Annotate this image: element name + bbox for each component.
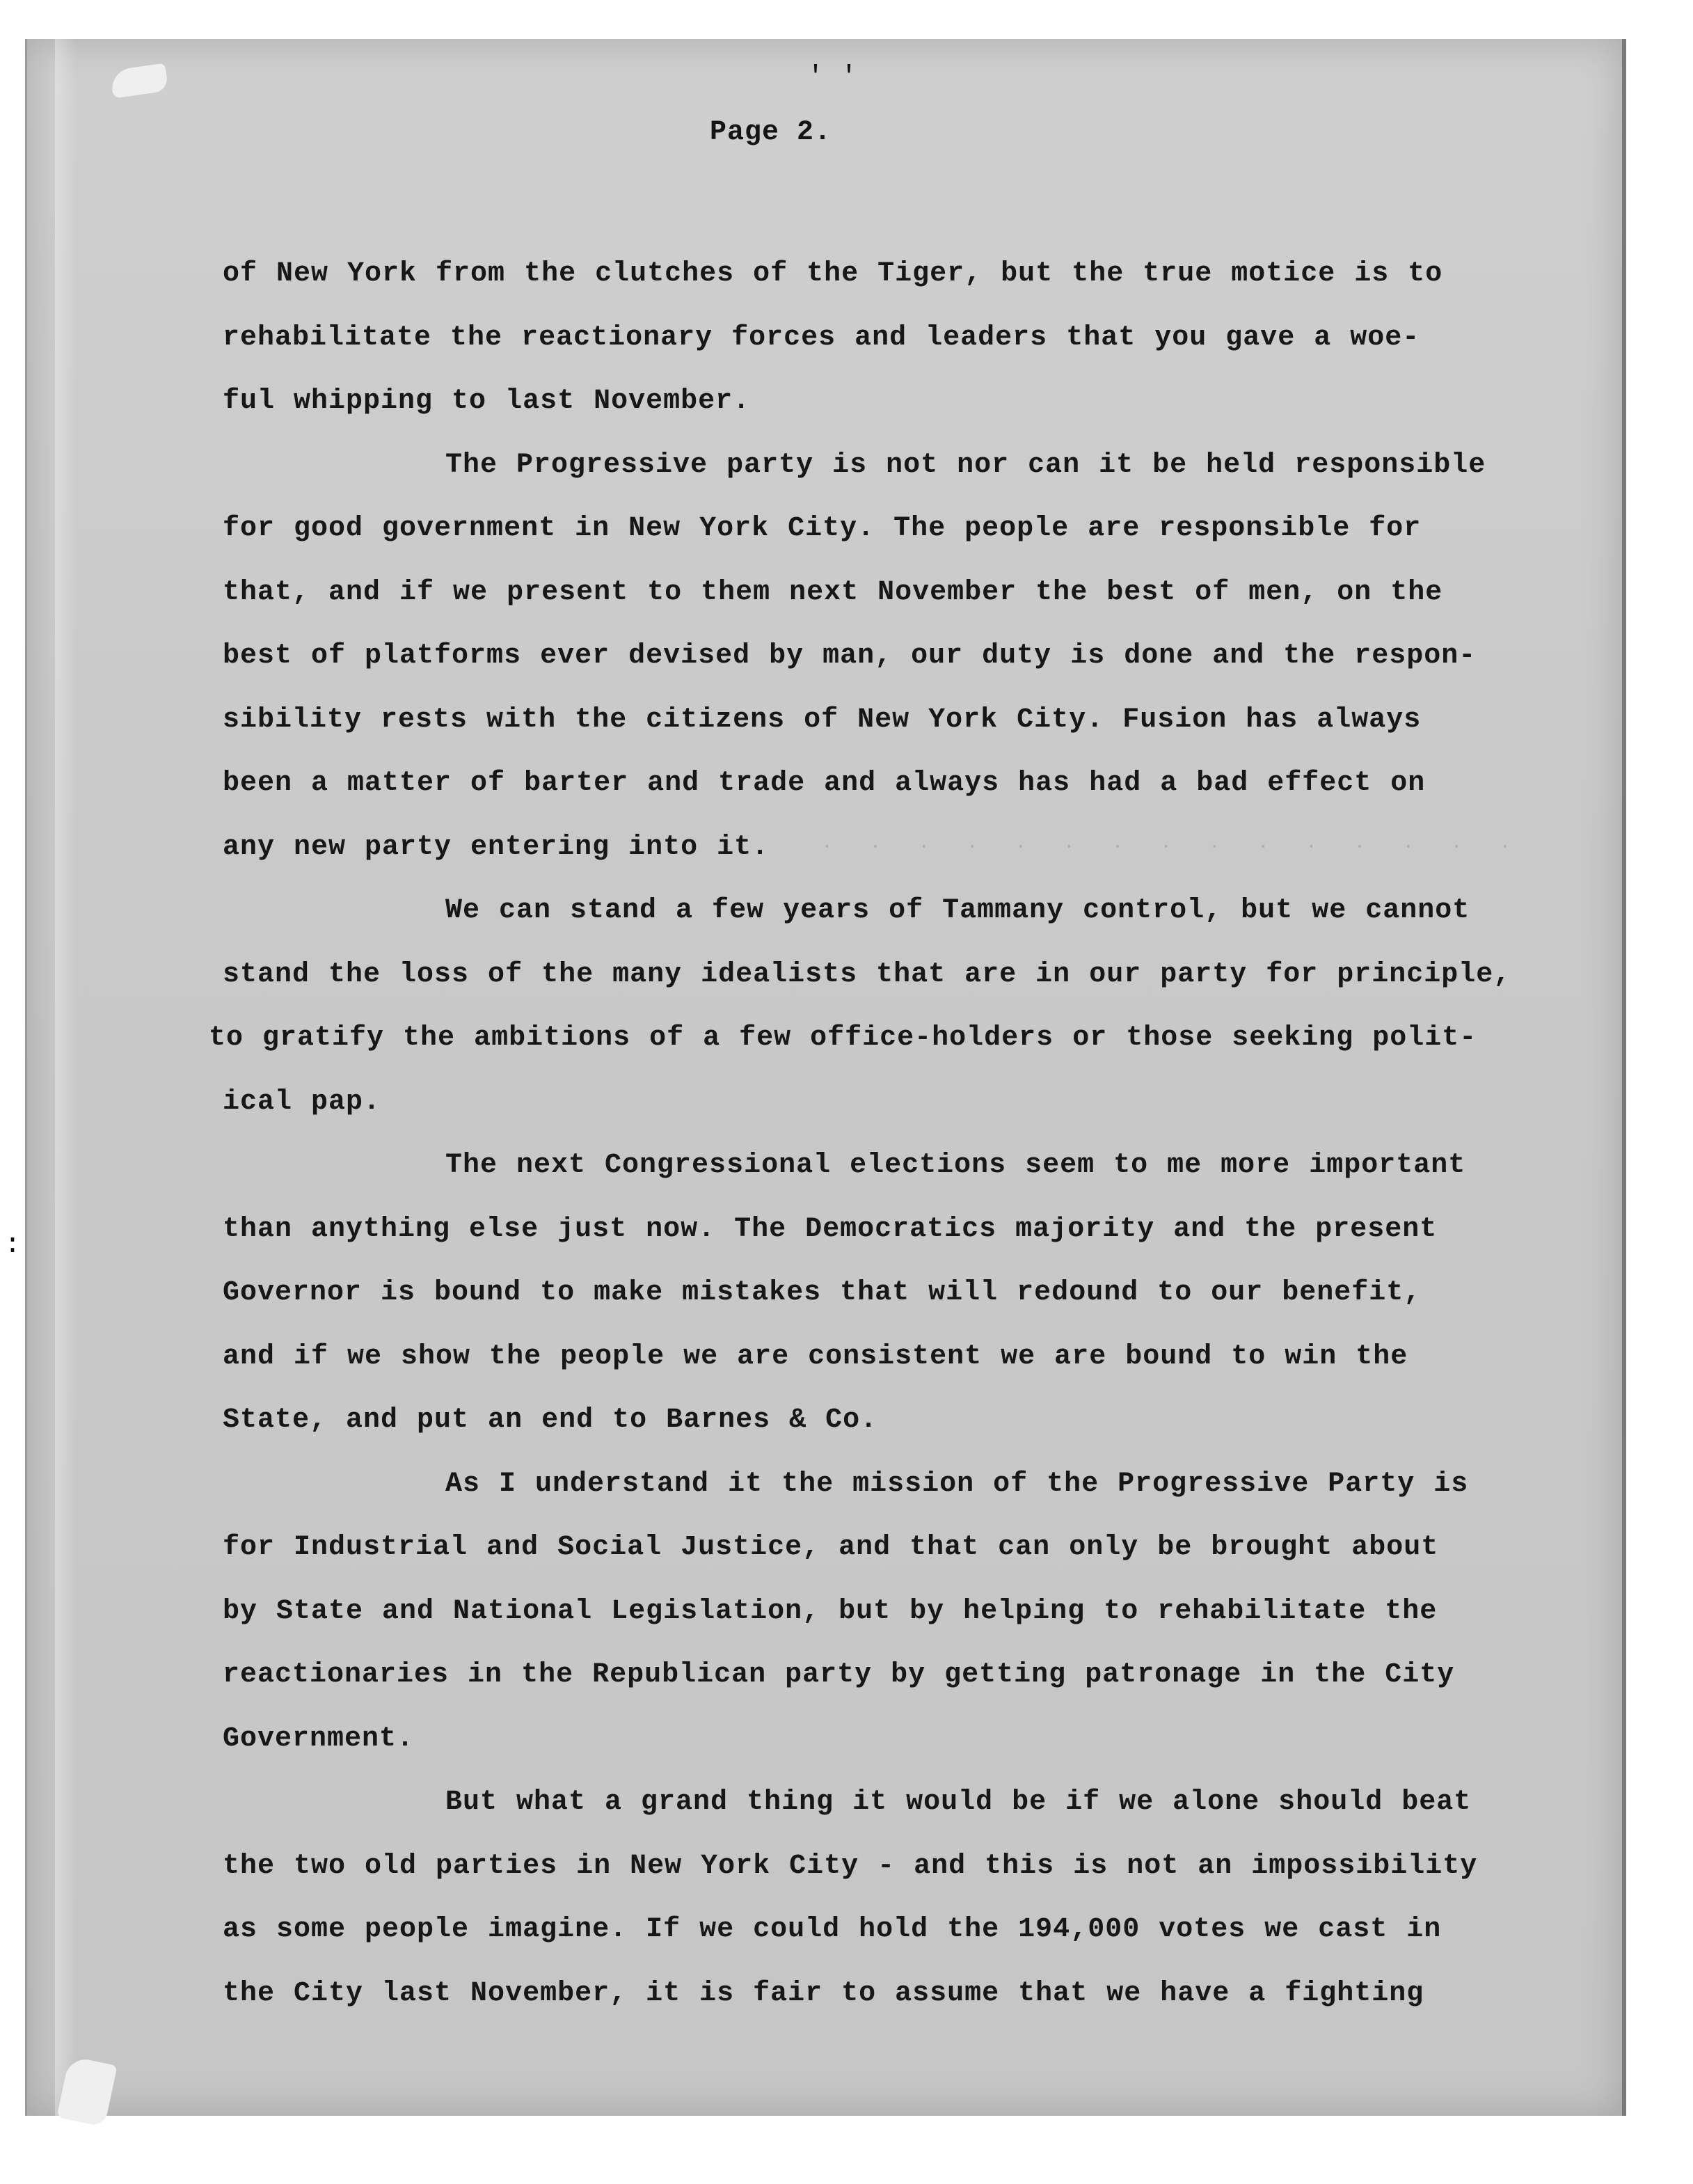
text-line: The Progressive party is not nor can it be held responsible bbox=[445, 449, 1486, 481]
text-line: the two old parties in New York City - and this is not an impossibility bbox=[223, 1850, 1478, 1882]
text-line: reactionaries in the Republican party by getting patronage in the City bbox=[223, 1659, 1455, 1691]
ink-speck: ' ' bbox=[807, 62, 858, 93]
text-line: and if we show the people we are consistent we are bound to win the bbox=[223, 1340, 1408, 1372]
text-line: of New York from the clutches of the Tiger, but the true motice is to bbox=[223, 258, 1443, 290]
text-line: that, and if we present to them next November the best of men, on the bbox=[223, 576, 1443, 608]
text-line: sibility rests with the citizens of New York City. Fusion has always bbox=[223, 704, 1422, 736]
text-line: any new party entering into it. bbox=[223, 831, 770, 863]
text-line: rehabilitate the reactionary forces and leaders that you gave a woe- bbox=[223, 322, 1420, 354]
text-line: as some people imagine. If we could hold the 194,000 votes we cast in bbox=[223, 1914, 1442, 1945]
text-line: stand the loss of the many idealists that are in our party for principle, bbox=[223, 958, 1511, 990]
text-line: We can stand a few years of Tammany control, but we cannot bbox=[445, 895, 1470, 926]
text-line: for Industrial and Social Justice, and that can only be brought about bbox=[223, 1532, 1439, 1563]
ink-speck: : bbox=[4, 1230, 22, 1261]
text-line: by State and National Legislation, but by helping to rehabilitate the bbox=[223, 1595, 1438, 1627]
text-line: State, and put an end to Barnes & Co. bbox=[223, 1404, 878, 1436]
text-line: been a matter of barter and trade and always has had a bad effect on bbox=[223, 768, 1426, 799]
text-line: But what a grand thing it would be if we alone should beat bbox=[445, 1787, 1472, 1818]
text-line: the City last November, it is fair to assume that we have a fighting bbox=[223, 1977, 1424, 2009]
text-line: ful whipping to last November. bbox=[223, 386, 751, 417]
letter-body bbox=[209, 242, 1545, 2025]
text-line: The next Congressional elections seem to me more important bbox=[445, 1150, 1466, 1181]
text-line: than anything else just now. The Democratics majority and the present bbox=[223, 1213, 1438, 1245]
page-number: Page 2. bbox=[710, 117, 832, 148]
text-line: ical pap. bbox=[223, 1086, 381, 1118]
text-line: best of platforms ever devised by man, our duty is done and the respon- bbox=[223, 640, 1477, 672]
text-line: Governor is bound to make mistakes that will redound to our benefit, bbox=[223, 1277, 1422, 1308]
text-line: As I understand it the mission of the Progressive Party is bbox=[445, 1468, 1469, 1500]
text-line: Government. bbox=[223, 1723, 415, 1755]
text-line: to gratify the ambitions of a few office-holders or those seeking polit- bbox=[209, 1022, 1477, 1054]
text-line: for good government in New York City. The people are responsible for bbox=[223, 513, 1422, 544]
bleed-through-text: . . . . . . . . . . . . . . . bbox=[821, 832, 1524, 853]
